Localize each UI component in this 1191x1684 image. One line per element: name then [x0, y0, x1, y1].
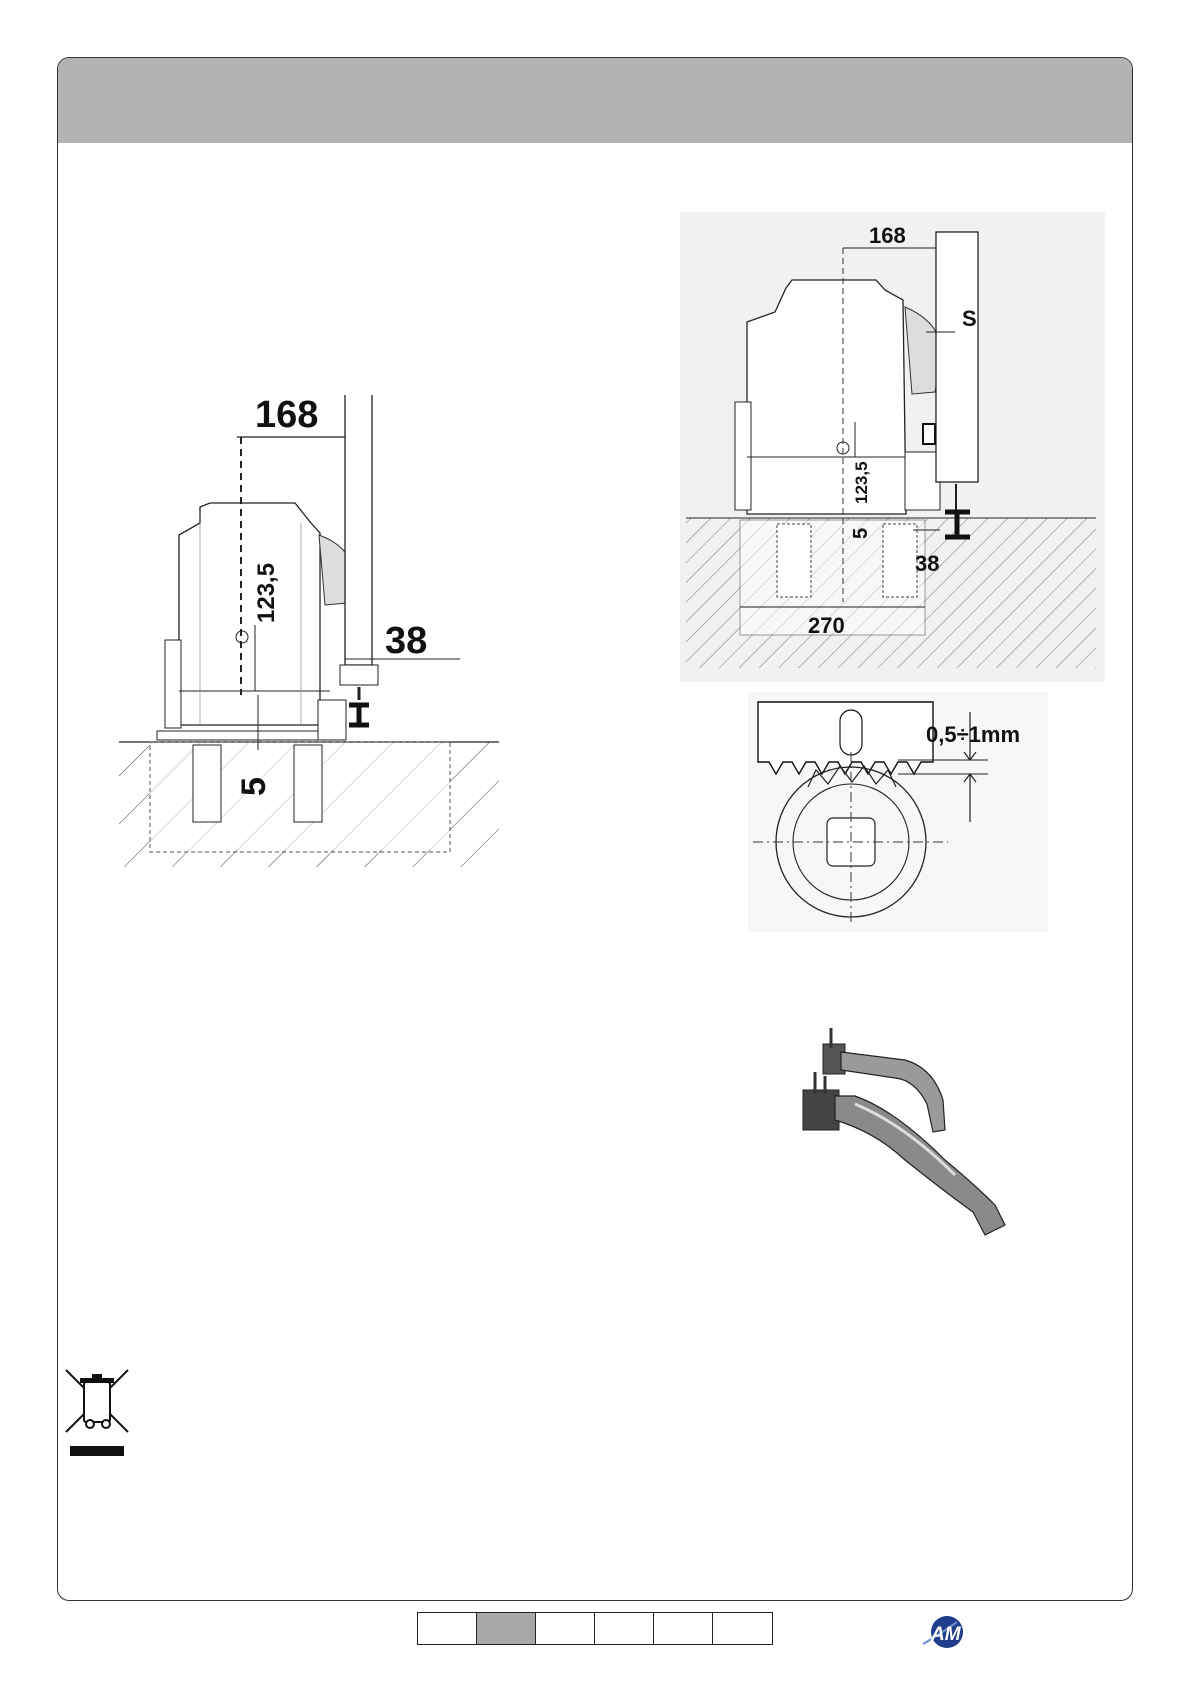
dim-s-label: S — [962, 306, 977, 331]
release-handle — [803, 1072, 1005, 1235]
brand-logo — [917, 1614, 965, 1650]
anchor-bolt — [294, 745, 322, 822]
gate-leaf — [936, 232, 978, 482]
page-tab-3 — [536, 1613, 595, 1644]
pinion-block — [318, 700, 346, 740]
logo-text: AM — [931, 1624, 961, 1645]
page-tabs — [417, 1612, 773, 1645]
page-tab-5 — [654, 1613, 713, 1644]
dim-168-label: 168 — [255, 395, 319, 436]
page-tab-2 — [477, 1613, 536, 1644]
gate-leaf — [345, 395, 372, 665]
page-tab-1 — [418, 1613, 477, 1644]
dim-38-label: 38 — [385, 620, 428, 662]
page-tab-6 — [713, 1613, 772, 1644]
motor-side-plate — [165, 640, 181, 728]
motor-side-diagram — [680, 212, 1105, 682]
anchor-bolt — [193, 745, 221, 822]
base-plate — [157, 731, 342, 740]
motor-housing — [747, 280, 906, 514]
dim-5-label: 5 — [235, 777, 273, 796]
motor-front-diagram — [115, 395, 505, 875]
anchor-bolt — [883, 524, 917, 597]
dim-123-5-label: 123,5 — [253, 562, 280, 623]
page-tab-4 — [595, 1613, 654, 1644]
dim-38-label: 38 — [915, 551, 940, 576]
clearance-label: 0,5÷1mm — [926, 722, 1021, 747]
dim-168-label: 168 — [869, 223, 906, 248]
anchor-bolt — [777, 524, 811, 597]
release-handles-photo — [795, 1020, 1035, 1245]
dim-5-label: 5 — [850, 527, 872, 539]
dim-123-5-label: 123,5 — [852, 461, 871, 504]
rack-pinion-detail — [748, 692, 1048, 932]
header-band — [58, 58, 1132, 143]
dim-270-label: 270 — [808, 613, 845, 638]
pinion-block — [905, 452, 940, 510]
rack-slot — [840, 710, 862, 755]
guide-rail — [349, 705, 369, 725]
motor-side-plate — [735, 402, 751, 510]
weee-bin-icon — [64, 1368, 130, 1458]
